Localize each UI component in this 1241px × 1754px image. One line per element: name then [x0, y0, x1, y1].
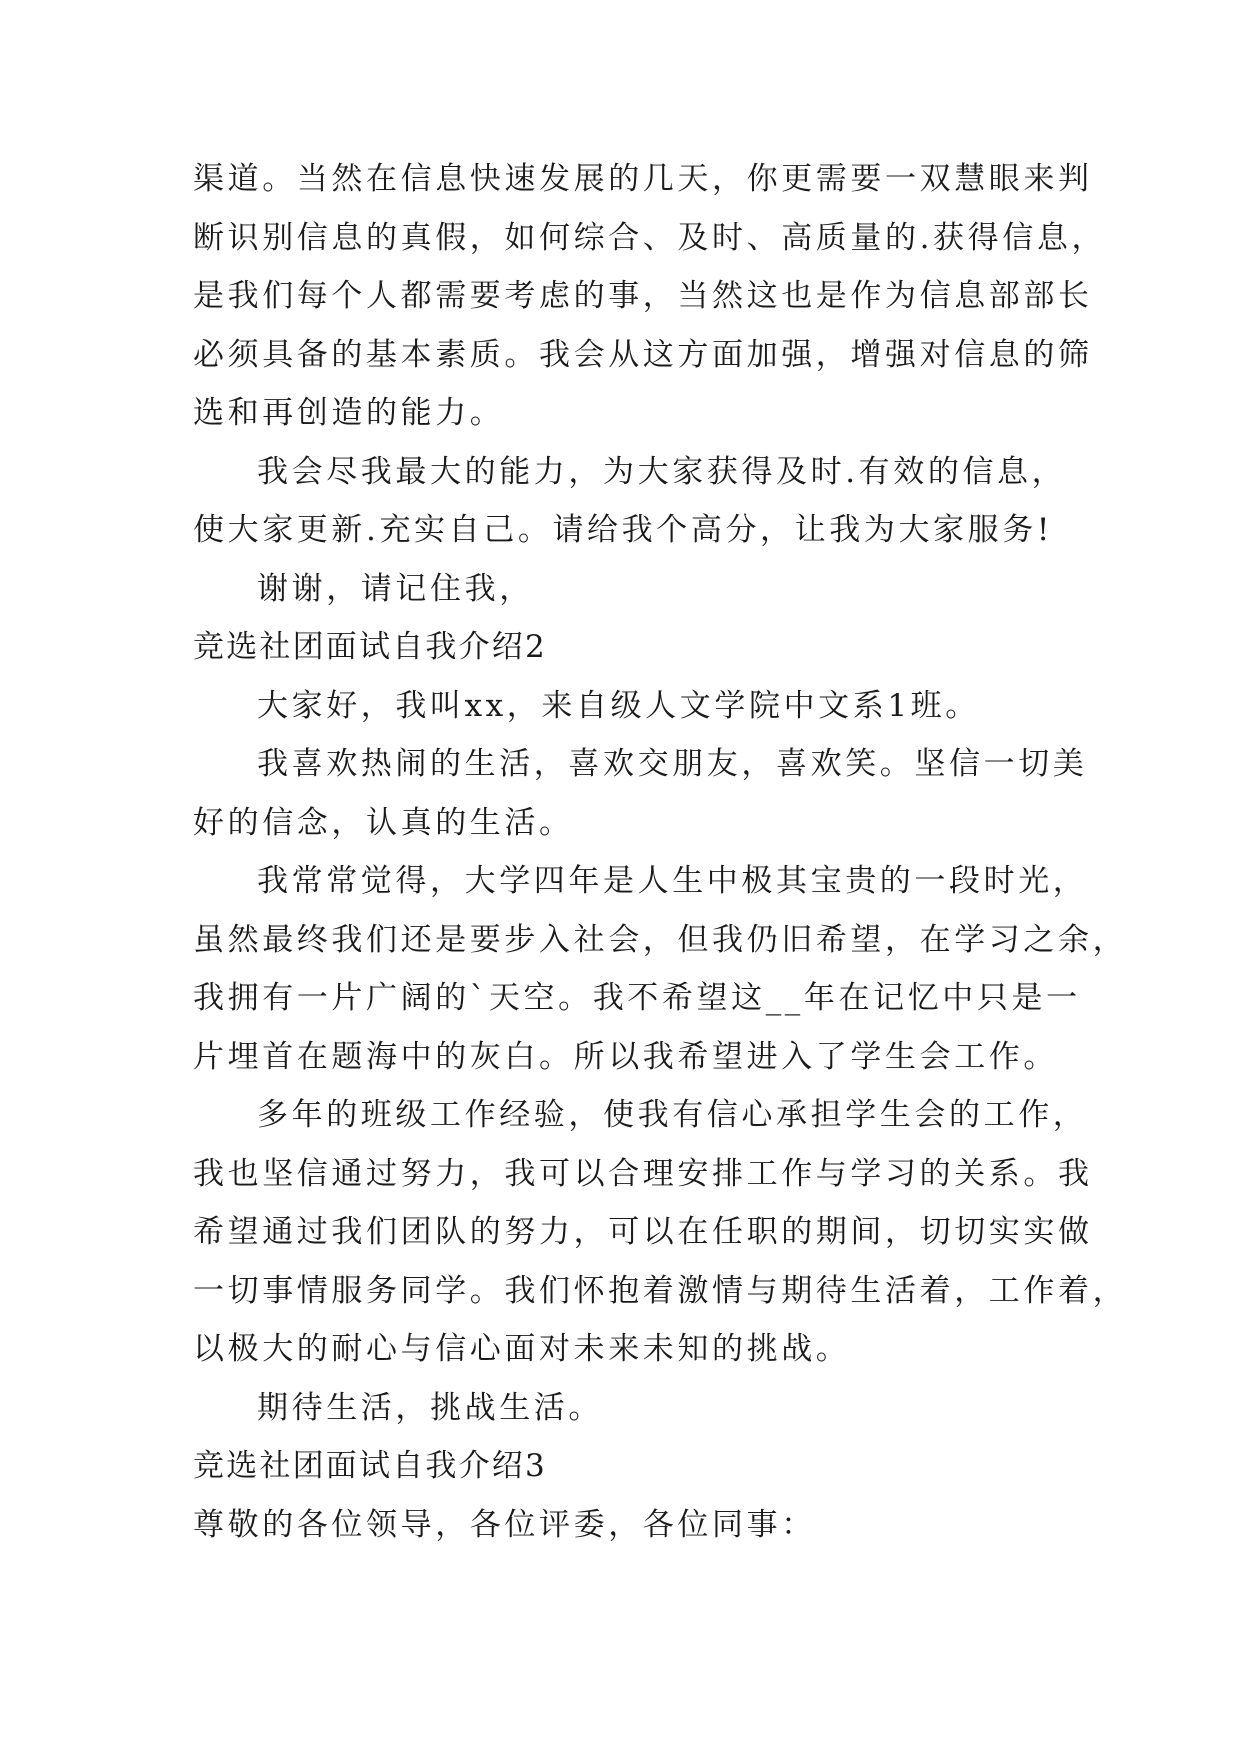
paragraph-line: 使大家更新.充实自己。请给我个高分，让我为大家服务!: [193, 512, 1053, 548]
paragraph-line: 一切事情服务同学。我们怀抱着激情与期待生活着，工作着，: [193, 1272, 1128, 1309]
document-body: [193, 150, 1128, 1554]
paragraph-line: 尊敬的各位领导，各位评委，各位同事：: [193, 1506, 816, 1543]
paragraph-line: 以极大的耐心与信心面对未来未知的挑战。: [193, 1331, 851, 1367]
paragraph-line: 片埋首在题海中的灰白。所以我希望进入了学生会工作。: [193, 1038, 1058, 1075]
paragraph-line: 期待生活，挑战生活。: [257, 1389, 603, 1426]
paragraph-line: 必须具备的基本素质。我会从这方面加强，增强对信息的筛: [193, 336, 1093, 373]
paragraph-line: 是我们每个人都需要考虑的事，当然这也是作为信息部部长: [193, 278, 1093, 314]
section-heading: 竞选社团面试自我介绍2: [193, 629, 547, 665]
paragraph-line: 大家好，我叫xx，来自级人文学院中文系1班。: [257, 687, 980, 724]
paragraph-line: 选和再创造的能力。: [193, 395, 505, 431]
paragraph-line: 渠道。当然在信息快速发展的几天，你更需要一双慧眼来判: [193, 161, 1093, 197]
paragraph-line: 谢谢，请记住我，: [257, 570, 534, 607]
paragraph-line: 虽然最终我们还是要步入社会，但我仍旧希望，在学习之余，: [193, 921, 1128, 958]
paragraph-line: 我会尽我最大的能力，为大家获得及时.有效的信息，: [257, 453, 1067, 490]
paragraph-line: 好的信念，认真的生活。: [193, 804, 574, 841]
paragraph-line: 希望通过我们团队的努力，可以在任职的期间，切切实实做: [193, 1214, 1093, 1250]
section-heading: 竞选社团面试自我介绍3: [193, 1448, 547, 1484]
paragraph-line: 我常常觉得，大学四年是人生中极其宝贵的一段时光，: [257, 863, 1088, 899]
paragraph-line: 我喜欢热闹的生活，喜欢交朋友，喜欢笑。坚信一切美: [257, 746, 1088, 782]
paragraph-line: 断识别信息的真假，如何综合、及时、高质量的.获得信息，: [193, 219, 1107, 256]
paragraph-line: 我也坚信通过努力，我可以合理安排工作与学习的关系。我: [193, 1155, 1093, 1192]
paragraph-line: 我拥有一片广阔的`天空。我不希望这__年在记忆中只是一: [193, 980, 1081, 1016]
paragraph-line: 多年的班级工作经验，使我有信心承担学生会的工作，: [257, 1097, 1088, 1133]
